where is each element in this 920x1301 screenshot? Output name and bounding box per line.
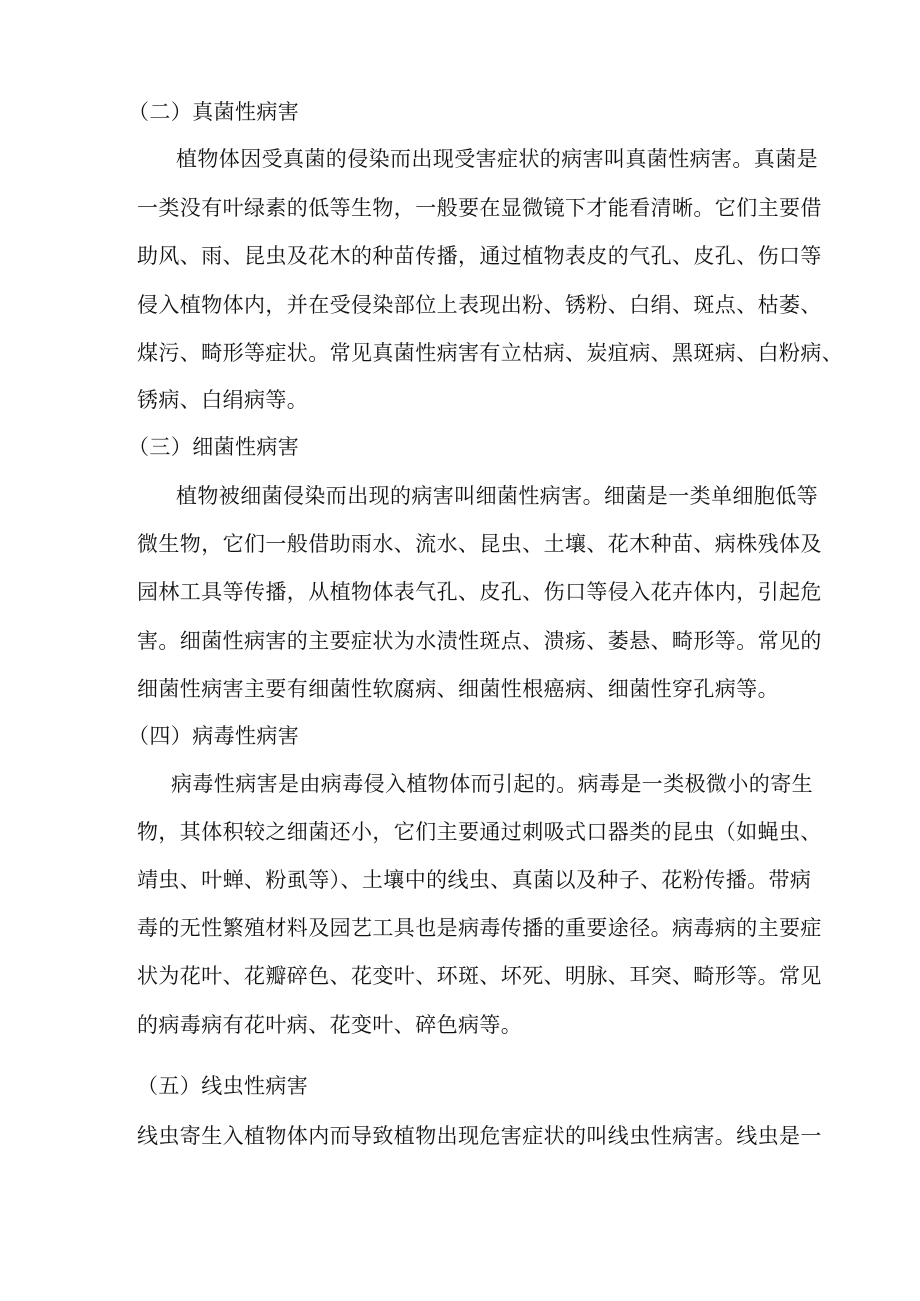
section-heading-bacterial: （三）细菌性病害 [128, 435, 300, 459]
paragraph-line: 园林工具等传播，从植物体表气孔、皮孔、伤口等侵入花卉体内，引起危 [137, 580, 822, 604]
paragraph-line: 靖虫、叶蝉、粉虱等）、土壤中的线虫、真菌以及种子、花粉传播。带病 [137, 868, 812, 892]
paragraph-line: 锈病、白绢病等。 [137, 388, 309, 412]
paragraph-line: 害。细菌性病害的主要症状为水渍性斑点、溃疡、萎悬、畸形等。常见的 [137, 629, 822, 653]
paragraph-line: 状为花叶、花瓣碎色、花变叶、环斑、坏死、明脉、耳突、畸形等。常见 [137, 964, 822, 988]
paragraph-line: 的病毒病有花叶病、花变叶、碎色病等。 [137, 1013, 523, 1037]
paragraph-line: 煤污、畸形等症状。常见真菌性病害有立枯病、炭疽病、黑斑病、白粉病、 [137, 341, 844, 365]
paragraph-line: 细菌性病害主要有细菌性软腐病、细菌性根癌病、细菌性穿孔病等。 [137, 677, 779, 701]
paragraph-line: 物，其体积较之细菌还小，它们主要通过刺吸式口器类的昆虫（如蝇虫、 [137, 820, 822, 844]
section-heading-fungal: （二）真菌性病害 [128, 100, 300, 124]
paragraph-line: 植物体因受真菌的侵染而出现受害症状的病害叫真菌性病害。真菌是 [176, 147, 818, 171]
paragraph-line: 毒的无性繁殖材料及园艺工具也是病毒传播的重要途径。病毒病的主要症 [137, 916, 822, 940]
paragraph-line: 微生物，它们一般借助雨水、流水、昆虫、土壤、花木种苗、病株残体及 [137, 532, 822, 556]
paragraph-line: 病毒性病害是由病毒侵入植物体而引起的。病毒是一类极微小的寄生 [171, 772, 813, 796]
section-heading-nematode: （五）线虫性病害 [137, 1074, 309, 1098]
paragraph-line: 线虫寄生入植物体内而导致植物出现危害症状的叫线虫性病害。线虫是一 [137, 1124, 822, 1148]
paragraph-line: 植物被细菌侵染而出现的病害叫细菌性病害。细菌是一类单细胞低等 [176, 484, 818, 508]
paragraph-line: 助风、雨、昆虫及花木的种苗传播，通过植物表皮的气孔、皮孔、伤口等 [137, 244, 822, 268]
section-heading-viral: （四）病毒性病害 [128, 724, 300, 748]
paragraph-line: 一类没有叶绿素的低等生物，一般要在显微镜下才能看清晰。它们主要借 [137, 196, 822, 220]
paragraph-line: 侵入植物体内，并在受侵染部位上表现出粉、锈粉、白绢、斑点、枯萎、 [137, 293, 822, 317]
